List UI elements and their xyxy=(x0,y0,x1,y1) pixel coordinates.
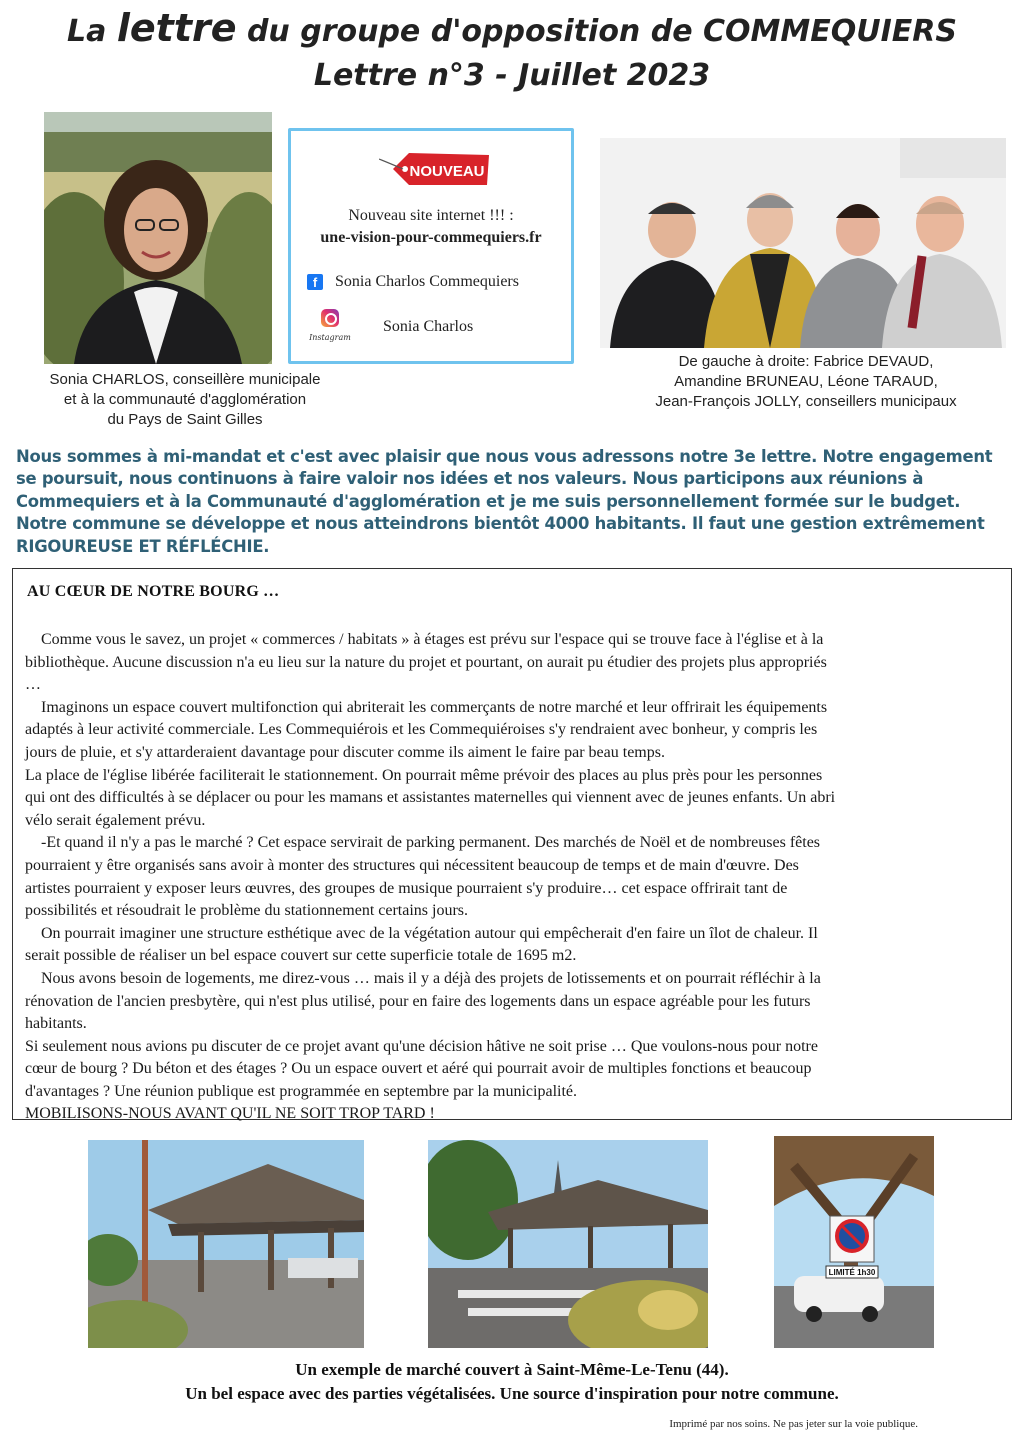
group-caption xyxy=(604,352,1008,412)
portrait-photo xyxy=(44,112,272,364)
article-line: habitants. xyxy=(25,1015,87,1033)
market-photo-2 xyxy=(428,1140,708,1348)
article-line: bibliothèque. Aucune discussion n'a eu lieu sur la nature du projet et pourtant, on aurait pu étudier des projets plus appropriés xyxy=(25,653,827,671)
title-prefix: La xyxy=(67,14,117,49)
market-photo-1 xyxy=(88,1140,364,1348)
article-line: On pourrait imaginer une structure esthétique avec de la végétation autour qui empêcherait d'en faire un îlot de chaleur. Il xyxy=(41,924,818,942)
nouveau-tag-label: NOUVEAU xyxy=(409,163,485,180)
article-heading: AU CŒUR DE NOTRE BOURG … xyxy=(27,583,280,600)
facebook-icon: f xyxy=(307,274,323,290)
news-box xyxy=(288,128,574,364)
article-line: d'avantages ? Une réunion publique est programmée en septembre par la municipalité. xyxy=(25,1082,578,1100)
caption-line: Amandine BRUNEAU, Léone TARAUD, xyxy=(674,373,938,390)
portrait-caption xyxy=(10,370,360,430)
facebook-row[interactable] xyxy=(307,273,567,291)
article-line: -Et quand il n'y a pas le marché ? Cet espace servirait de parking permanent. Des marchés de Noël et de nombreuses fêtes xyxy=(41,834,821,852)
instagram-row[interactable] xyxy=(307,309,567,345)
intro-line: RIGOUREUSE ET RÉFLÉCHIE. xyxy=(16,536,270,556)
group-photo xyxy=(600,138,1006,348)
site-line: Nouveau site internet !!! : xyxy=(348,207,514,224)
article-line: artistes pourraient y exposer leurs œuvres, des groupes de musique pourraient s'y produire… cet espace offrirait tant de xyxy=(25,879,788,897)
page-title xyxy=(0,6,1024,50)
caption-line: De gauche à droite: Fabrice DEVAUD, xyxy=(678,353,934,370)
article-line: rénovation de l'ancien presbytère, qui n'est plus utilisé, pour en faire des logements dans un espace agréable pour les futurs xyxy=(25,992,811,1010)
intro-line: se poursuit, nous continuons à faire valoir nos idées et nos valeurs. Nous participons aux réunions à xyxy=(16,469,924,489)
title-suffix: du groupe d'opposition de COMMEQUIERS xyxy=(236,14,957,49)
facebook-label: Sonia Charlos Commequiers xyxy=(335,273,519,290)
parking-sign-label: LIMITÉ 1h30 xyxy=(828,1268,876,1277)
footer-note: Imprimé par nos soins. Ne pas jeter sur la voie publique. xyxy=(669,1418,918,1430)
caption-line: Sonia CHARLOS, conseillère municipale xyxy=(49,371,321,388)
article-line: qui ont des difficultés à se déplacer ou pour les mamans et assistantes maternelles qui viennent avec de jeunes enfants. Un abri xyxy=(25,789,836,807)
caption-line: du Pays de Saint Gilles xyxy=(107,411,263,428)
article-line: Si seulement nous avions pu discuter de ce projet avant qu'une décision hâtive ne soit prise … Que voulons-nous pour notre xyxy=(25,1037,818,1055)
intro-line: Nous sommes à mi-mandat et c'est avec plaisir que nous vous adressons notre 3e lettre. Notre engagement xyxy=(16,447,993,466)
article-line: Comme vous le savez, un projet « commerces / habitats » à étages est prévu sur l'espace qui se trouve face à l'église et à la xyxy=(41,631,824,648)
article-line: serait possible de réaliser un bel espace couvert sur cette superficie totale de 1695 m2. xyxy=(25,947,577,965)
title-emphasis: lettre xyxy=(116,6,237,50)
caption-line: Jean-François JOLLY, conseillers municipaux xyxy=(655,393,957,410)
intro-line: Commequiers et à la Communauté d'agglomération et je me suis personnellement formée sur le budget. xyxy=(16,491,961,511)
intro-line: Notre commune se développe et nous atteindrons bientôt 4000 habitants. Il faut une gestion extrêmement xyxy=(16,514,985,534)
article-line: Nous avons besoin de logements, me direz-vous … mais il y a déjà des projets de lotissements et on pourrait réfléchir à la xyxy=(41,969,821,987)
bottom-caption-line1: Un exemple de marché couvert à Saint-Même-Le-Tenu (44). xyxy=(295,1360,729,1379)
article-box xyxy=(12,568,1012,1123)
caption-line: et à la communauté d'agglomération xyxy=(63,391,307,408)
article-body xyxy=(25,629,993,1126)
page-subtitle: Lettre n°3 - Juillet 2023 xyxy=(313,58,711,93)
article-line: MOBILISONS-NOUS AVANT QU'IL NE SOIT TROP TARD ! xyxy=(25,1105,435,1123)
market-photo-3 xyxy=(774,1136,934,1348)
article-line: cœur de bourg ? Du béton et des étages ? Ou un espace ouvert et aéré qui pourrait avoir de multiples fonctions et beaucoup xyxy=(25,1060,812,1078)
site-url-link[interactable]: une-vision-pour-commequiers.fr xyxy=(320,229,542,246)
instagram-label: Sonia Charlos xyxy=(383,318,474,336)
bottom-caption-line2: Un bel espace avec des parties végétalisées. Une source d'inspiration pour notre commune. xyxy=(185,1384,839,1403)
article-line: … xyxy=(25,676,41,694)
article-line: pourraient y être organisés sans avoir à monter des structures qui nécessitent beaucoup de temps et de main d'œuvre. Des xyxy=(25,856,799,874)
instagram-icon xyxy=(321,309,339,327)
article-line: jours de pluie, et s'y attarderaient davantage pour discuter comme ils aiment le faire par beau temps. xyxy=(25,743,665,761)
article-line: possibilités et résoudrait le problème du stationnement certains jours. xyxy=(25,902,469,920)
intro-paragraph xyxy=(16,446,1012,558)
article-line: vélo serait également prévu. xyxy=(25,811,206,829)
nouveau-tag-icon xyxy=(379,149,491,189)
article-line: adaptés à leur activité commerciale. Les Commequiérois et les Commequiéroises s'y rendraient avec bonheur, y compris les xyxy=(25,721,818,739)
article-line: Imaginons un espace couvert multifonction qui abriterait les commerçants de notre marché et leur offrirait les équipements xyxy=(41,698,828,716)
instagram-icon-label: Instagram xyxy=(309,333,351,343)
article-line: La place de l'église libérée faciliterait le stationnement. On pourrait même prévoir des places au plus près pour les personnes xyxy=(25,766,823,784)
